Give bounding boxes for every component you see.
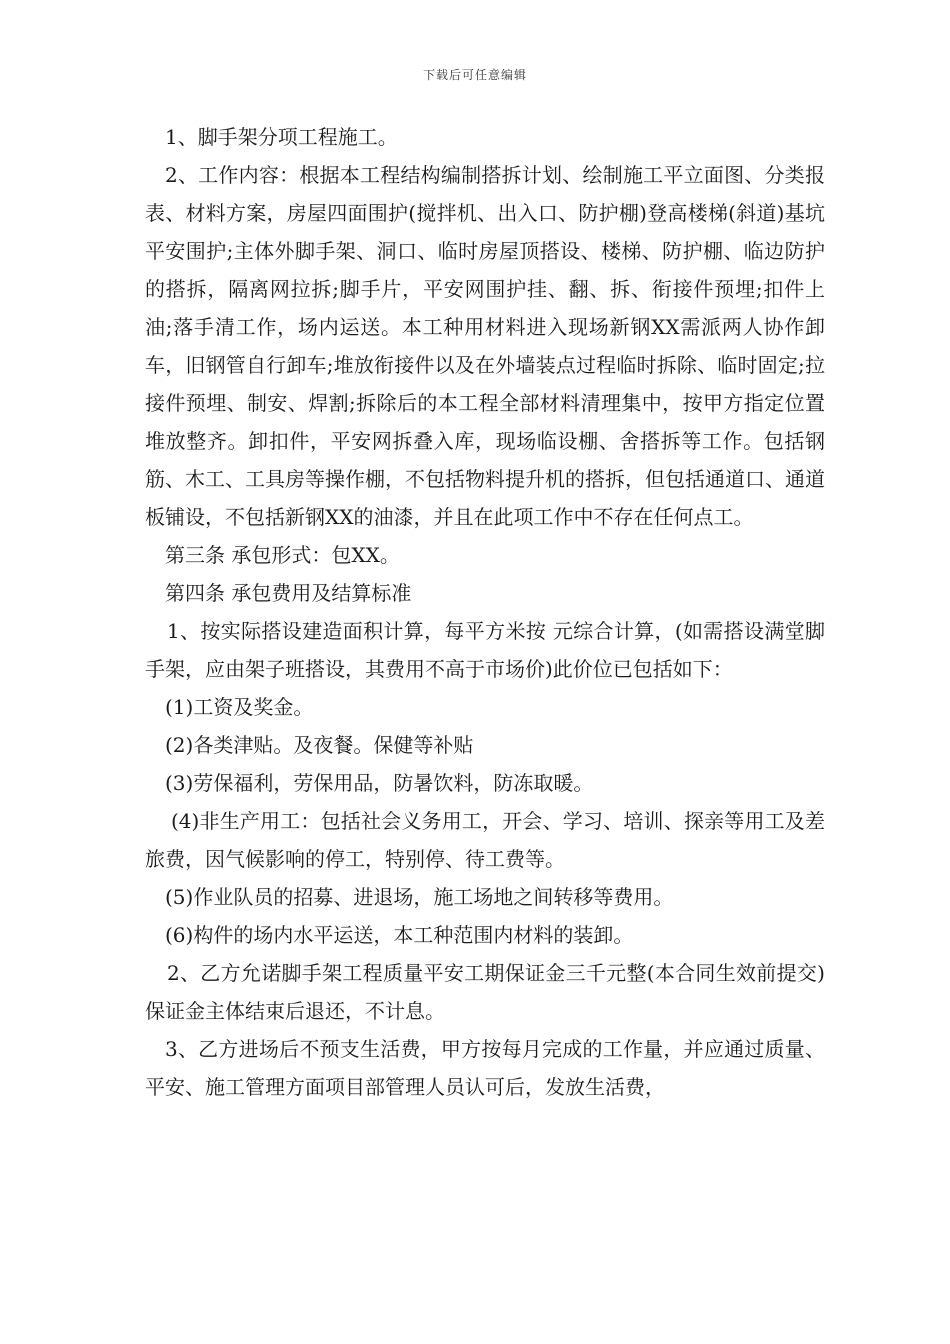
paragraph-living-expenses: 3、乙方进场后不预支生活费，甲方按每月完成的工作量，并应通过质量、平安、施工管理方面项目部管理人员认可后，发放生活费，: [145, 1037, 825, 1099]
page-header: 下载后可任意编辑: [422, 68, 527, 82]
paragraph-article-three: 第三条 承包形式：包XX。: [165, 543, 400, 567]
list-item-non-production: (4)非生产用工：包括社会义务用工，开会、学习、培训、探亲等用工及差旅费，因气候影响的停工，特别停、待工费等。: [145, 809, 825, 871]
list-item-welfare: (3)劳保福利，劳保用品，防暑饮料，防冻取暖。: [165, 771, 594, 795]
paragraph-article-four: 第四条 承包费用及结算标准: [165, 581, 412, 605]
paragraph-deposit: 2、乙方允诺脚手架工程质量平安工期保证金三千元整(本合同生效前提交)保证金主体结束后退还，不计息。: [145, 961, 825, 1023]
list-item-wages: (1)工资及奖金。: [165, 695, 314, 719]
list-item-allowances: (2)各类津贴。及夜餐。保健等补贴: [165, 733, 474, 757]
paragraph-scaffold-item: 1、脚手架分项工程施工。: [165, 125, 398, 149]
document-body: [145, 118, 825, 1106]
list-item-transport: (6)构件的场内水平运送，本工种范围内材料的装卸。: [165, 923, 634, 947]
paragraph-pricing: 1、按实际搭设建造面积计算，每平方米按 元综合计算，(如需搭设满堂脚手架，应由架子班搭设，其费用不高于市场价)此价位已包括如下：: [145, 619, 825, 681]
list-item-recruitment: (5)作业队员的招募、进退场，施工场地之间转移等费用。: [165, 885, 674, 909]
paragraph-work-content: 2、工作内容：根据本工程结构编制搭拆计划、绘制施工平立面图、分类报表、材料方案，房屋四面围护(搅拌机、出入口、防护棚)登高楼梯(斜道)基坑平安围护;主体外脚手架、洞口、临时房屋顶搭设、楼梯、防护棚、临边防护的搭拆，隔离网拉拆;脚手片，平安网围护挂、翻、拆、衔接件预埋;扣件上油;落手清工作，场内运送。本工种用材料进入现场新钢XX需派两人协作卸车，旧钢管自行卸车;堆放衔接件以及在外墙装点过程临时拆除、临时固定;拉接件预埋、制安、焊割;拆除后的本工程全部材料清理集中，按甲方指定位置堆放整齐。卸扣件，平安网拆叠入库，现场临设棚、舍搭拆等工作。包括钢筋、木工、工具房等操作棚，不包括物料提升机的搭拆，但包括通道口、通道板铺设，不包括新钢XX的油漆，并且在此项工作中不存在任何点工。: [145, 163, 825, 529]
